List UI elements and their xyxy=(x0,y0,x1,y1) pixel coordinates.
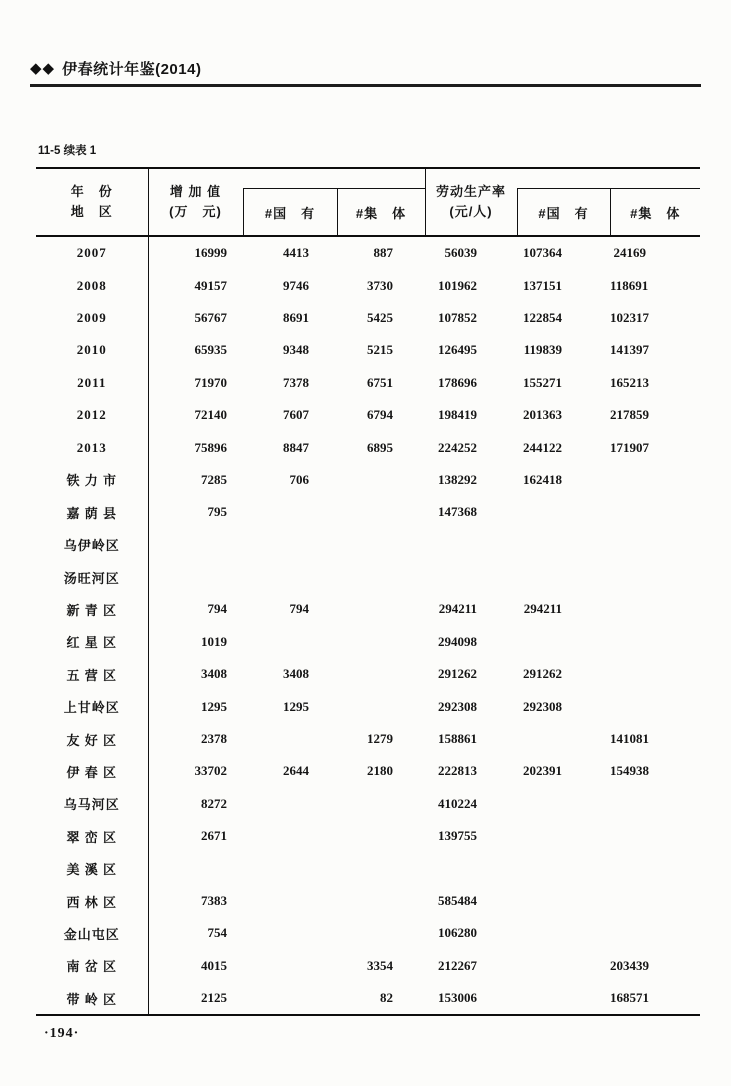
header-collective-2: #集 体 xyxy=(610,189,700,237)
row-label: 铁 力 市 xyxy=(36,464,148,496)
cell-value: 8272 xyxy=(201,795,227,811)
header-collective-1: #集 体 xyxy=(337,189,425,237)
cell-value: 224252 xyxy=(438,439,477,455)
cell-value xyxy=(243,626,337,658)
table-row xyxy=(36,658,700,690)
cell-value: 9746 xyxy=(283,277,309,293)
cell-value: 158861 xyxy=(438,731,477,747)
cell-value: 178696 xyxy=(438,374,477,390)
cell-value: 222813 xyxy=(438,763,477,779)
cell-value: 122854 xyxy=(523,309,562,325)
row-label: 嘉 荫 县 xyxy=(36,496,148,528)
cell-value xyxy=(337,788,425,820)
cell-value xyxy=(337,690,425,722)
cell-value: 107852 xyxy=(438,309,477,325)
cell-value: 72140 xyxy=(194,407,227,423)
cell-value xyxy=(337,561,425,593)
cell-value: 294211 xyxy=(523,601,562,617)
header-state-owned-1: #国 有 xyxy=(243,189,337,237)
cell-value: 71970 xyxy=(194,374,227,390)
cell-value: 7378 xyxy=(283,374,309,390)
cell-value xyxy=(610,788,700,820)
cell-value: 56767 xyxy=(194,309,227,325)
cell-value: 2378 xyxy=(201,731,227,747)
cell-value: 6794 xyxy=(367,407,393,423)
cell-value: 147368 xyxy=(438,504,477,520)
cell-value: 198419 xyxy=(438,407,477,423)
cell-value xyxy=(517,820,610,852)
table-body xyxy=(36,236,700,1015)
cell-value xyxy=(610,885,700,917)
cell-value: 2671 xyxy=(201,828,227,844)
table-row xyxy=(36,950,700,982)
cell-value: 8691 xyxy=(283,309,309,325)
cell-value xyxy=(337,852,425,884)
cell-value: 118691 xyxy=(610,277,649,293)
row-label: 上甘岭区 xyxy=(36,690,148,722)
row-label: 金山屯区 xyxy=(36,917,148,949)
cell-value: 294211 xyxy=(438,601,477,617)
table-row xyxy=(36,982,700,1015)
cell-value: 7285 xyxy=(201,471,227,487)
cell-value: 155271 xyxy=(523,374,562,390)
cell-value: 165213 xyxy=(610,374,649,390)
row-label: 乌伊岭区 xyxy=(36,529,148,561)
cell-value: 3354 xyxy=(367,957,393,973)
cell-value xyxy=(610,658,700,690)
table-row xyxy=(36,367,700,399)
header-year: 年 份 xyxy=(70,183,113,199)
cell-value xyxy=(425,561,517,593)
cell-value: 754 xyxy=(207,925,227,941)
cell-value: 1295 xyxy=(283,698,309,714)
row-label: 2010 xyxy=(36,334,148,366)
cell-value: 82 xyxy=(380,990,393,1006)
cell-value xyxy=(243,982,337,1015)
row-label: 红 星 区 xyxy=(36,626,148,658)
table-number-label: 11-5 续表 1 xyxy=(38,145,97,157)
cell-value xyxy=(610,626,700,658)
table-row xyxy=(36,788,700,820)
cell-value xyxy=(517,950,610,982)
diamond-icons: ◆◆ xyxy=(30,60,56,77)
cell-value xyxy=(337,820,425,852)
row-label: 2009 xyxy=(36,302,148,334)
table-row xyxy=(36,334,700,366)
table-row xyxy=(36,723,700,755)
cell-value xyxy=(425,852,517,884)
cell-value xyxy=(517,982,610,1015)
cell-value: 585484 xyxy=(438,893,477,908)
table-row xyxy=(36,529,700,561)
row-label: 伊 春 区 xyxy=(36,755,148,787)
cell-value xyxy=(610,917,700,949)
cell-value: 126495 xyxy=(438,342,477,358)
cell-value xyxy=(243,950,337,982)
cell-value xyxy=(517,885,610,917)
cell-value: 6895 xyxy=(367,439,393,455)
row-label: 西 林 区 xyxy=(36,885,148,917)
cell-value: 291262 xyxy=(438,666,477,682)
cell-value xyxy=(243,885,337,917)
cell-value xyxy=(610,690,700,722)
cell-value: 9348 xyxy=(283,342,309,358)
cell-value: 217859 xyxy=(610,407,649,423)
cell-value: 49157 xyxy=(194,277,227,293)
table-row xyxy=(36,431,700,463)
cell-value: 139755 xyxy=(438,828,477,844)
header-spacer-right xyxy=(517,168,700,189)
cell-value: 706 xyxy=(289,471,309,487)
cell-value xyxy=(243,852,337,884)
cell-value: 203439 xyxy=(610,957,649,973)
row-label: 美 溪 区 xyxy=(36,852,148,884)
table-row xyxy=(36,626,700,658)
cell-value: 56039 xyxy=(444,245,477,261)
cell-value: 24169 xyxy=(613,245,646,261)
cell-value xyxy=(610,529,700,561)
table-row xyxy=(36,755,700,787)
table-row xyxy=(36,852,700,884)
cell-value xyxy=(337,593,425,625)
table-row xyxy=(36,302,700,334)
cell-value: 201363 xyxy=(523,407,562,423)
table-row xyxy=(36,690,700,722)
cell-value xyxy=(148,852,243,884)
table-row xyxy=(36,496,700,528)
cell-value: 244122 xyxy=(523,439,562,455)
cell-value xyxy=(517,788,610,820)
cell-value: 794 xyxy=(207,601,227,617)
row-label: 翠 峦 区 xyxy=(36,820,148,852)
cell-value: 7607 xyxy=(283,407,309,423)
table-row xyxy=(36,820,700,852)
cell-value xyxy=(148,529,243,561)
cell-value xyxy=(148,561,243,593)
row-label: 带 岭 区 xyxy=(36,982,148,1015)
header-state-owned-2: #国 有 xyxy=(517,189,610,237)
cell-value xyxy=(517,723,610,755)
cell-value xyxy=(517,917,610,949)
cell-value: 292308 xyxy=(438,698,477,714)
cell-value xyxy=(425,529,517,561)
cell-value xyxy=(243,496,337,528)
cell-value xyxy=(243,820,337,852)
table-row xyxy=(36,399,700,431)
cell-value: 16999 xyxy=(194,245,227,261)
header-added-value: 增 加 值 (万 元) xyxy=(169,183,222,219)
cell-value xyxy=(243,561,337,593)
cell-value xyxy=(517,852,610,884)
cell-value: 1279 xyxy=(367,731,393,747)
cell-value: 5215 xyxy=(367,342,393,358)
cell-value: 7383 xyxy=(201,893,227,908)
cell-value xyxy=(517,529,610,561)
cell-value: 171907 xyxy=(610,439,649,455)
row-label: 五 营 区 xyxy=(36,658,148,690)
cell-value: 107364 xyxy=(523,245,562,261)
statistics-table xyxy=(36,167,700,1016)
row-label: 2011 xyxy=(36,367,148,399)
row-label: 2007 xyxy=(36,236,148,269)
cell-value: 33702 xyxy=(194,763,227,779)
page-number: ·194· xyxy=(44,1026,80,1041)
cell-value: 3408 xyxy=(283,666,309,682)
table-header xyxy=(36,168,700,236)
row-label: 2013 xyxy=(36,431,148,463)
cell-value: 141081 xyxy=(610,731,649,747)
cell-value: 294098 xyxy=(438,633,477,649)
table-row xyxy=(36,236,700,269)
cell-value: 292308 xyxy=(523,698,562,714)
cell-value: 794 xyxy=(289,601,309,617)
row-label: 2008 xyxy=(36,269,148,301)
cell-value xyxy=(337,496,425,528)
cell-value: 75896 xyxy=(194,439,227,455)
row-label: 2012 xyxy=(36,399,148,431)
cell-value xyxy=(610,561,700,593)
cell-value: 887 xyxy=(373,245,393,261)
cell-value: 162418 xyxy=(523,471,562,487)
cell-value: 212267 xyxy=(438,957,477,973)
cell-value: 4413 xyxy=(283,245,309,261)
cell-value: 138292 xyxy=(438,471,477,487)
table-row xyxy=(36,593,700,625)
cell-value: 154938 xyxy=(610,763,649,779)
cell-value xyxy=(610,464,700,496)
cell-value: 8847 xyxy=(283,439,309,455)
cell-value: 5425 xyxy=(367,309,393,325)
cell-value: 102317 xyxy=(610,309,649,325)
cell-value xyxy=(337,658,425,690)
table-row xyxy=(36,561,700,593)
cell-value: 141397 xyxy=(610,342,649,358)
row-label: 汤旺河区 xyxy=(36,561,148,593)
cell-value: 168571 xyxy=(610,990,649,1006)
table-row xyxy=(36,885,700,917)
cell-value: 2125 xyxy=(201,990,227,1006)
cell-value xyxy=(337,917,425,949)
cell-value: 4015 xyxy=(201,957,227,973)
cell-value: 1295 xyxy=(201,698,227,714)
cell-value xyxy=(243,529,337,561)
cell-value: 119839 xyxy=(523,342,562,358)
cell-value: 65935 xyxy=(194,342,227,358)
cell-value xyxy=(337,885,425,917)
header-region: 地 区 xyxy=(70,204,113,219)
cell-value xyxy=(517,626,610,658)
table-row xyxy=(36,464,700,496)
cell-value xyxy=(610,593,700,625)
cell-value xyxy=(243,917,337,949)
cell-value xyxy=(337,529,425,561)
cell-value xyxy=(610,496,700,528)
table-row xyxy=(36,917,700,949)
cell-value: 291262 xyxy=(523,666,562,682)
cell-value: 6751 xyxy=(367,374,393,390)
cell-value xyxy=(243,788,337,820)
row-label: 南 岔 区 xyxy=(36,950,148,982)
cell-value xyxy=(337,464,425,496)
running-head xyxy=(30,58,701,87)
cell-value: 2180 xyxy=(367,763,393,779)
cell-value xyxy=(610,852,700,884)
cell-value xyxy=(517,561,610,593)
cell-value: 3730 xyxy=(367,277,393,293)
yearbook-title: 伊春统计年鉴(2014) xyxy=(62,61,202,78)
cell-value: 101962 xyxy=(438,277,477,293)
cell-value xyxy=(337,626,425,658)
row-label: 友 好 区 xyxy=(36,723,148,755)
cell-value: 2644 xyxy=(283,763,309,779)
cell-value: 202391 xyxy=(523,763,562,779)
cell-value: 795 xyxy=(207,504,227,520)
cell-value: 153006 xyxy=(438,990,477,1006)
cell-value: 137151 xyxy=(523,277,562,293)
cell-value xyxy=(610,820,700,852)
row-label: 新 青 区 xyxy=(36,593,148,625)
cell-value xyxy=(243,723,337,755)
cell-value: 1019 xyxy=(201,633,227,649)
header-year-region xyxy=(36,168,148,236)
row-label: 乌马河区 xyxy=(36,788,148,820)
header-productivity: 劳动生产率 (元/人) xyxy=(425,168,517,236)
cell-value: 106280 xyxy=(438,925,477,941)
cell-value: 410224 xyxy=(438,795,477,811)
cell-value: 3408 xyxy=(201,666,227,682)
header-spacer-left xyxy=(243,168,425,189)
table-row xyxy=(36,269,700,301)
cell-value xyxy=(517,496,610,528)
